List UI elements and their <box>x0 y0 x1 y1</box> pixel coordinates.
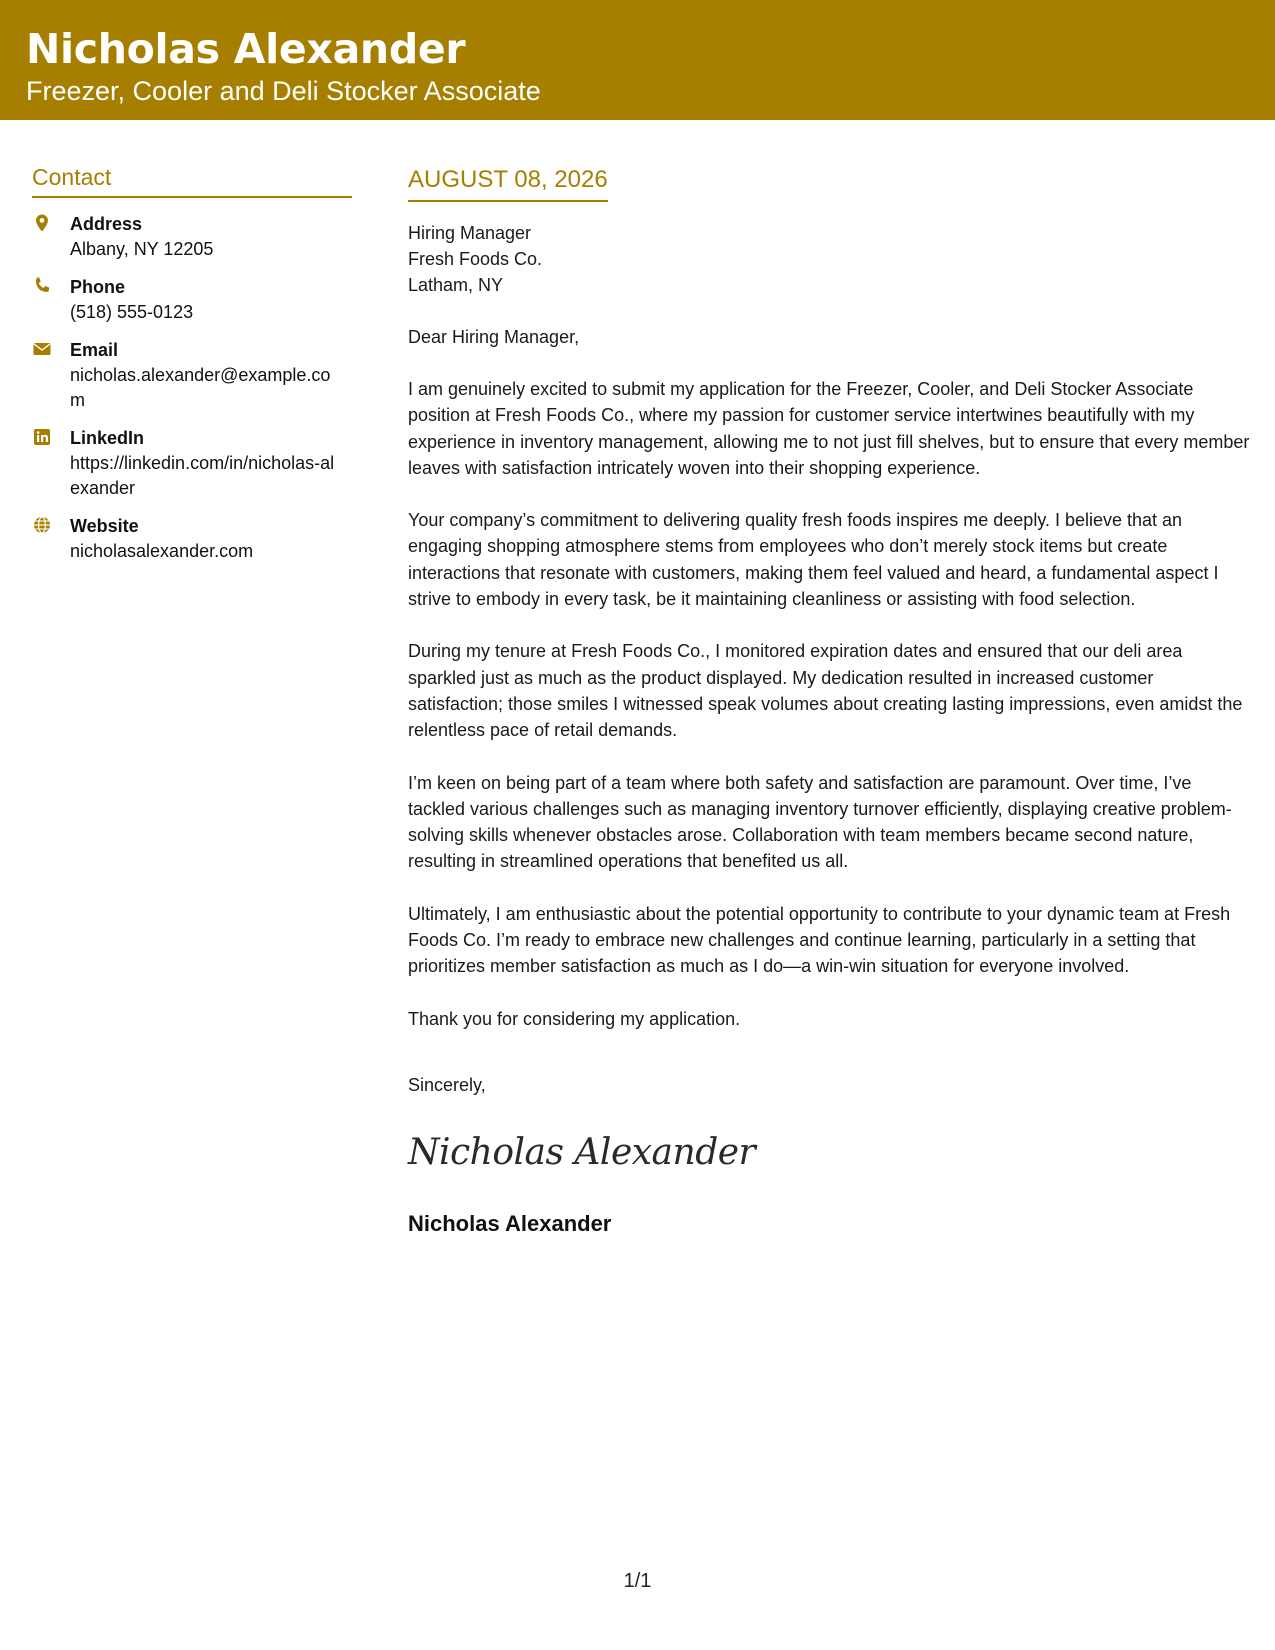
letter-paragraph: Thank you for considering my application. <box>408 1008 741 1029</box>
header-banner <box>0 0 1275 120</box>
closing: Sincerely, <box>408 1074 486 1095</box>
recipient-company: Fresh Foods Co. <box>408 249 543 269</box>
address-value: Albany, NY 12205 <box>70 239 214 259</box>
linkedin-value[interactable]: https://linkedin.com/in/nicholas-alexander <box>70 453 335 498</box>
salutation: Dear Hiring Manager, <box>408 327 580 347</box>
linkedin-label: LinkedIn <box>70 428 145 448</box>
contact-item-email <box>32 338 352 413</box>
email-value[interactable]: nicholas.alexander@example.com <box>70 365 331 410</box>
handwritten-signature: Nicholas Alexander <box>408 1131 756 1173</box>
envelope-icon <box>32 339 54 361</box>
letter-paragraph: I am genuinely excited to submit my application for the Freezer, Cooler, and Deli Stocker Associate position at Fresh Foods Co., where my passion for customer service intertwines beautifully with my experience in inventory management, allowing me to not just fill shelves, but to ensure that every member leaves with satisfaction intricately woven into their shopping experience. <box>408 379 1250 478</box>
address-label: Address <box>70 214 143 234</box>
signer-name: Nicholas Alexander <box>408 1210 612 1236</box>
email-label: Email <box>70 340 119 360</box>
letter-paragraph: I’m keen on being part of a team where both safety and satisfaction are paramount. Over time, I’ve tackled various challenges such as managing inventory turnover efficiently, displaying creative problem-solving skills whenever obstacles arose. Collaboration with team members became second nature, resulting in streamlined operations that benefited us all. <box>408 772 1232 872</box>
letter-paragraph: During my tenure at Fresh Foods Co., I monitored expiration dates and ensured that our deli area sparkled just as much as the product displayed. My dedication resulted in increased customer satisfaction; those smiles I witnessed speak volumes about creating lasting impressions, even amidst the relentless pace of retail demands. <box>408 641 1243 741</box>
applicant-name: Nicholas Alexander <box>26 25 466 73</box>
letter-paragraph: Ultimately, I am enthusiastic about the potential opportunity to contribute to your dynamic team at Fresh Foods Co. I’m ready to embrace new challenges and continue learning, particularly in a setting that prioritizes member satisfaction as much as I do—a win-win situation for everyone involved. <box>408 903 1231 977</box>
website-label: Website <box>70 516 139 536</box>
contact-item-address <box>32 212 352 262</box>
contact-sidebar <box>32 162 352 577</box>
letter-body <box>408 165 1253 1238</box>
recipient-line: Hiring Manager <box>408 223 532 243</box>
location-pin-icon <box>32 213 54 235</box>
phone-value: (518) 555-0123 <box>70 302 194 322</box>
contact-item-linkedin <box>32 426 352 501</box>
letter-date: AUGUST 08, 2026 <box>408 165 608 202</box>
contact-item-phone <box>32 275 352 325</box>
letter-paragraph: Your company’s commitment to delivering quality fresh foods inspires me deeply. I believe that an engaging shopping atmosphere stems from employees who don’t merely stock items but create interactions that resonate with customers, making them feel valued and heard, a fundamental aspect I strive to embody in every task, be it maintaining cleanliness or assisting with food selection. <box>408 510 1219 610</box>
linkedin-icon <box>32 427 54 449</box>
globe-icon <box>32 515 54 537</box>
website-value[interactable]: nicholasalexander.com <box>70 541 254 561</box>
phone-icon <box>32 276 54 298</box>
phone-label: Phone <box>70 277 126 297</box>
contact-section-title: Contact <box>32 162 352 198</box>
recipient-location: Latham, NY <box>408 275 504 295</box>
job-title: Freezer, Cooler and Deli Stocker Associate <box>26 76 541 106</box>
contact-item-website <box>32 514 352 564</box>
recipient-block <box>408 220 1253 298</box>
page-number: 1/1 <box>623 1570 652 1592</box>
